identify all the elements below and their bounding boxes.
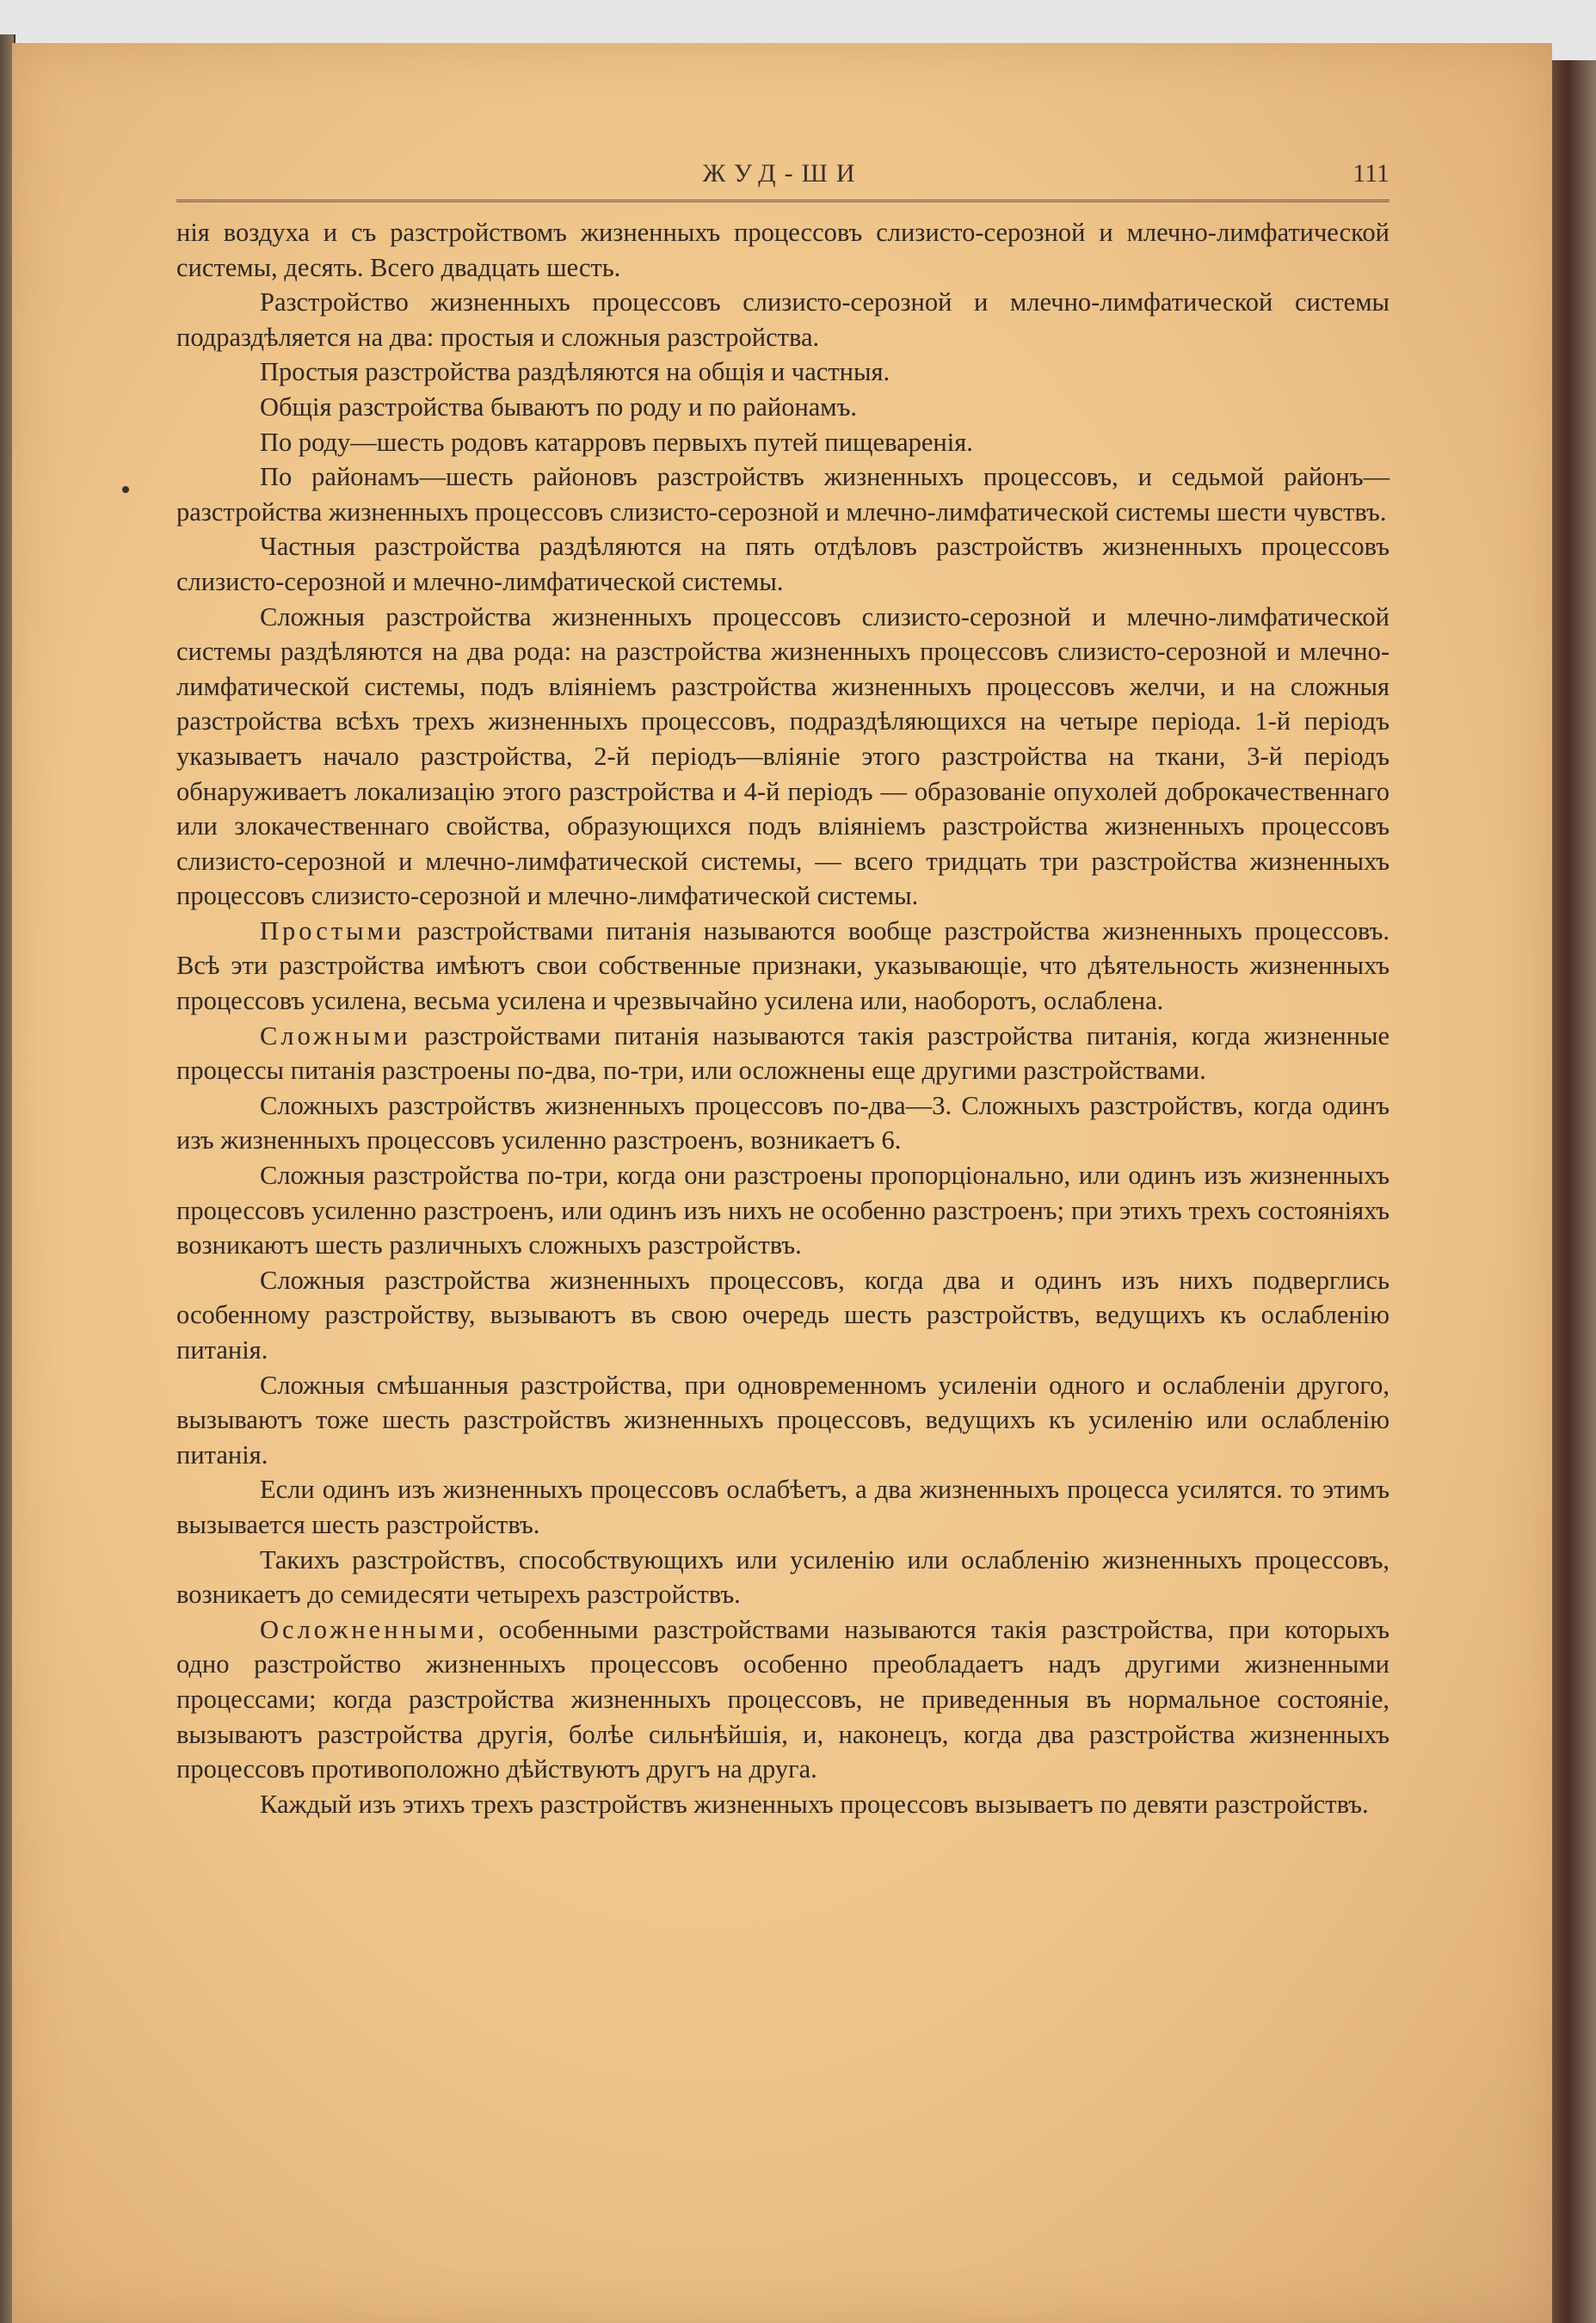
running-title: ЖУД-ШИ xyxy=(702,159,864,188)
paragraph: Простыя разстройства раздѣляются на общія и частныя. xyxy=(260,357,890,387)
paragraph: Сложными разстройствами питанія называются такія разстройства питанія, когда жизненные процессы питанія разстроены по-два, по-три, или осложнены еще другими разстройствами. xyxy=(176,1020,1390,1086)
paragraph: Сложныя разстройства жизненныхъ процессовъ слизисто-серозной и млечно-лимфатической системы раздѣляются на два рода: на разстройства жизненныхъ процессовъ слизисто-серозной и млечно-лимфатической системы, подъ вліяніемъ разстройства жизненныхъ процессовъ желчи, и на сложныя разстройства всѣхъ трехъ жизненныхъ процессовъ, подраздѣляющихся на четыре періода. 1-й періодъ указываетъ начало разстройства, 2-й періодъ—вліяніе этого разстройства на ткани, 3-й періодъ обнаруживаетъ локализацію этого разстройства и 4-й періодъ — образованіе опухолей доброкачественнаго или злокачественнаго свойства, образующихся подъ вліяніемъ разстройства жизненныхъ процессовъ слизисто-серозной и млечно-лимфатической системы, — всего тридцать три разстройства жизненныхъ процессовъ слизисто-серозной и млечно-лимфатической системы. xyxy=(176,601,1390,911)
paragraph: По районамъ—шесть районовъ разстройствъ жизненныхъ процессовъ, и седьмой районъ—разстройства жизненныхъ процессовъ слизисто-серозной и млечно-лимфатической системы шести чувствъ. xyxy=(176,462,1390,527)
paragraph: Каждый изъ этихъ трехъ разстройствъ жизненныхъ процессовъ вызываетъ по девяти разстройствъ. xyxy=(260,1789,1369,1819)
paragraph: Простыми разстройствами питанія называются вообще разстройства жизненныхъ процессовъ. Всѣ эти разстройства имѣютъ свои собственные признаки, указывающіе, что дѣятельность жизненныхъ процессовъ усилена, весьма усилена и чрезвычайно усилена или, наоборотъ, ослаблена. xyxy=(176,915,1390,1016)
margin-ink-dot xyxy=(122,486,129,493)
paragraph: Сложныя смѣшанныя разстройства, при одновременномъ усиленіи одного и ослабленіи другого, вызываютъ тоже шесть разстройствъ жизненныхъ процессовъ, ведущихъ къ усиленію или ослабленію питанія. xyxy=(176,1370,1390,1470)
paragraph: Сложныя разстройства жизненныхъ процессовъ, когда два и одинъ изъ нихъ подверглись особенному разстройству, вызываютъ въ свою очередь шесть разстройствъ, ведущихъ къ ослабленію питанія. xyxy=(176,1265,1390,1365)
paragraph: Сложныхъ разстройствъ жизненныхъ процессовъ по-два—3. Сложныхъ разстройствъ, когда одинъ изъ жизненныхъ процессовъ усиленно разстроенъ, возникаетъ 6. xyxy=(176,1090,1390,1155)
emphasized-term: Простыми xyxy=(260,915,405,946)
running-head xyxy=(176,159,1390,194)
emphasized-term: Осложненными xyxy=(260,1614,478,1644)
paragraph: Такихъ разстройствъ, способствующихъ или усиленію или ослабленію жизненныхъ процессовъ, возникаетъ до семидесяти четырехъ разстройствъ. xyxy=(176,1544,1390,1610)
paragraph: нія воздуха и съ разстройствомъ жизненныхъ процессовъ слизисто-серозной и млечно-лимфатической системы, десять. Всего двадцать шесть. xyxy=(176,218,1390,282)
emphasized-term: Сложными xyxy=(260,1020,411,1051)
paragraph: Осложненными, особенными разстройствами называются такія разстройства, при которыхъ одно разстройство жизненныхъ процессовъ особенно преобладаетъ надъ другими жизненными процессами; когда разстройства жизненныхъ процессовъ, не приведенныя въ нормальное состояніе, вызываютъ разстройства другія, болѣе сильнѣйшія, и, наконецъ, когда два разстройства жизненныхъ процессовъ противоположно дѣйствуютъ другъ на друга. xyxy=(176,1614,1390,1784)
page-number: 111 xyxy=(1353,159,1390,188)
header-rule xyxy=(176,196,1390,202)
paragraph: Если одинъ изъ жизненныхъ процессовъ ослабѣетъ, а два жизненныхъ процесса усилятся. то этимъ вызывается шесть разстройствъ. xyxy=(176,1475,1390,1539)
paragraph: Разстройство жизненныхъ процессовъ слизисто-серозной и млечно-лимфатической системы подраздѣляется на два: простыя и сложныя разстройства. xyxy=(176,287,1390,352)
body-text xyxy=(176,215,1390,1821)
book-cover-right-edge xyxy=(1549,60,1596,2323)
paragraph: Частныя разстройства раздѣляются на пять отдѣловъ разстройствъ жизненныхъ процессовъ слизисто-серозной и млечно-лимфатической системы. xyxy=(176,532,1390,596)
paragraph: Общія разстройства бываютъ по роду и по районамъ. xyxy=(260,391,858,422)
paragraph: По роду—шесть родовъ катарровъ первыхъ путей пищеваренія. xyxy=(260,427,973,457)
paragraph: Сложныя разстройства по-три, когда они разстроены пропорціонально, или одинъ изъ жизненныхъ процессовъ усиленно разстроенъ, или одинъ изъ нихъ не особенно разстроенъ; при этихъ трехъ состояніяхъ возникаютъ шесть различныхъ сложныхъ разстройствъ. xyxy=(176,1161,1390,1260)
